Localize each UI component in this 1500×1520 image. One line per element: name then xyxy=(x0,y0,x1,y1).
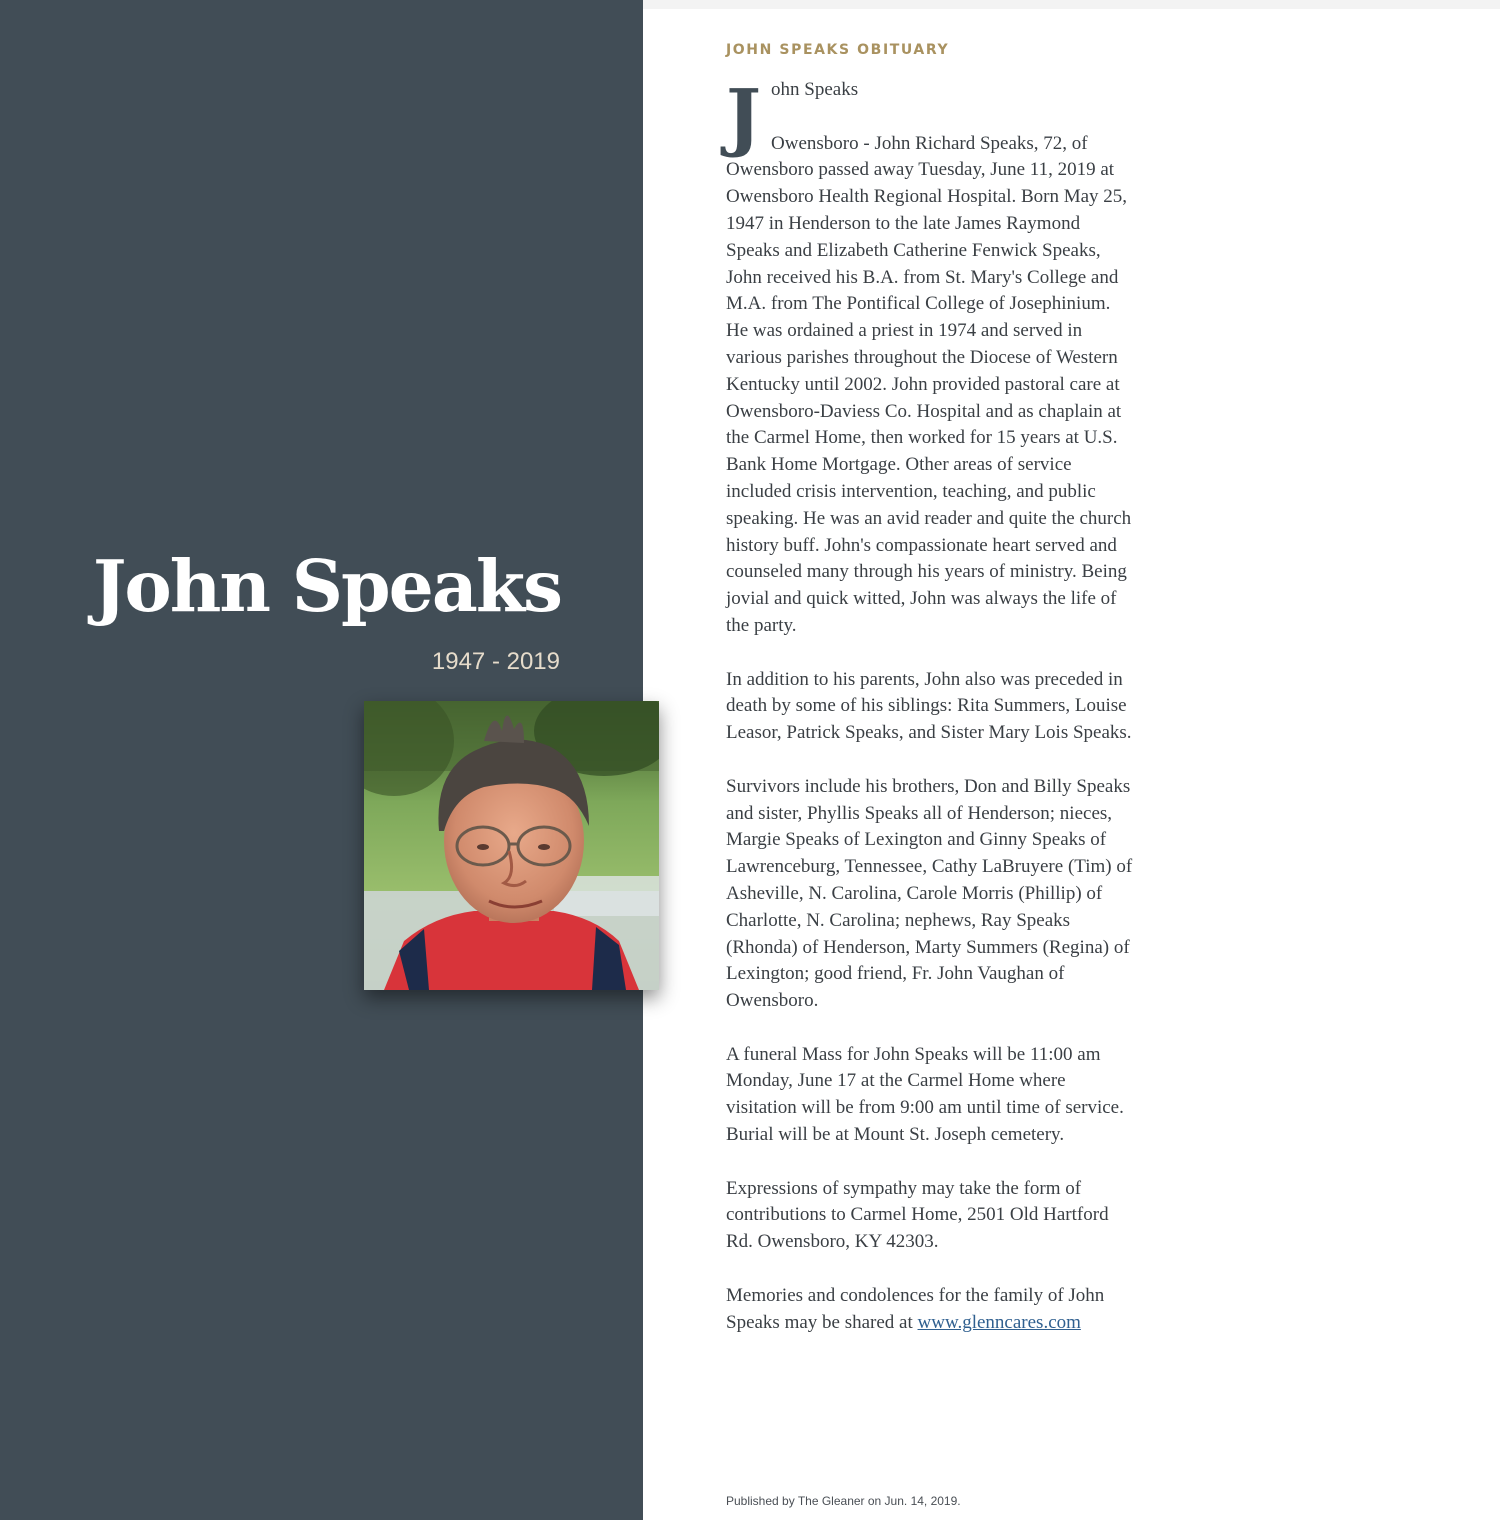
intro-first-line: ohn Speaks xyxy=(771,79,859,100)
condolences-text: Memories and condolences for the family of John Speaks may be shared at xyxy=(726,1284,1105,1333)
life-dates: 1947 - 2019 xyxy=(431,648,560,675)
portrait-photo xyxy=(364,701,659,990)
condolences-link[interactable]: www.glenncares.com xyxy=(917,1311,1081,1333)
drop-cap: J xyxy=(726,74,762,160)
deceased-name: John Speaks xyxy=(92,544,561,628)
obituary-body xyxy=(726,74,1136,1363)
paragraph-biography: Owensboro - John Richard Speaks, 72, of Owensboro passed away Tuesday, June 11, 2019 at Owensboro Health Regional Hospital. Born May 25, 1947 in Henderson to the late James Raymond Speaks and Elizabeth Catherine Fenwick Speaks, John received his B.A. from St. Mary's College and M.A. from The Pontifical College of Josephinium. He was ordained a priest in 1974 and served in various parishes throughout the Diocese of Western Kentucky until 2002. John provided pastoral care at Owensboro-Daviess Co. Hospital and as chaplain at the Carmel Home, then worked for 15 years at U.S. Bank Home Mortgage. Other areas of service included crisis intervention, teaching, and public speaking. He was an avid reader and quite the church history buff. John's compassionate heart served and counseled many through his years of ministry. Being jovial and quick witted, John was always the life of the party. xyxy=(726,132,1132,636)
published-note: Published by The Gleaner on Jun. 14, 2019. xyxy=(726,1494,961,1508)
paragraph-condolences xyxy=(726,1283,1136,1337)
top-strip xyxy=(643,0,1500,9)
intro-paragraph xyxy=(726,74,1136,640)
paragraph-sympathy: Expressions of sympathy may take the form of contributions to Carmel Home, 2501 Old Hartford Rd. Owensboro, KY 42303. xyxy=(726,1177,1109,1253)
paragraph-preceded-in-death: In addition to his parents, John also was preceded in death by some of his siblings: Rita Summers, Louise Leasor, Patrick Speaks, and Sister Mary Lois Speaks. xyxy=(726,668,1132,744)
obituary-kicker: JOHN SPEAKS OBITUARY xyxy=(726,42,950,58)
paragraph-funeral-mass: A funeral Mass for John Speaks will be 11:00 am Monday, June 17 at the Carmel Home where visitation will be from 9:00 am until time of service. Burial will be at Mount St. Joseph cemetery. xyxy=(726,1043,1124,1146)
paragraph-survivors: Survivors include his brothers, Don and Billy Speaks and sister, Phyllis Speaks all of Henderson; nieces, Margie Speaks of Lexington and Ginny Speaks of Lawrenceburg, Tennessee, Cathy LaBruyere (Tim) of Asheville, N. Carolina, Carole Morris (Phillip) of Charlotte, N. Carolina; nephews, Ray Speaks (Rhonda) of Henderson, Marty Summers (Regina) of Lexington; good friend, Fr. John Vaughan of Owensboro. xyxy=(726,775,1133,1012)
